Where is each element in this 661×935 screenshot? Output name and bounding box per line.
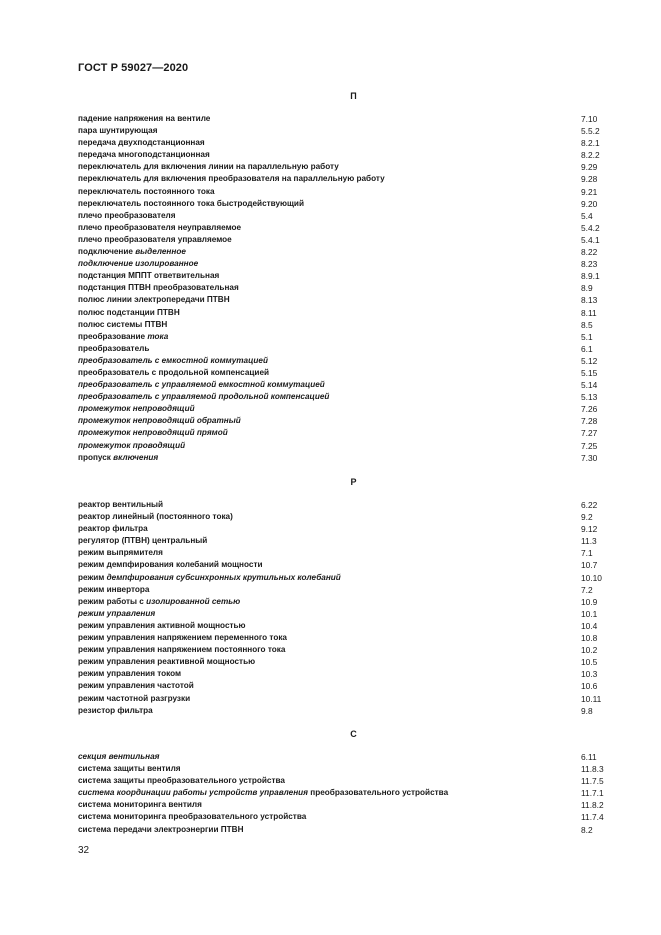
term-part: промежуток непроводящий прямой — [78, 428, 228, 438]
index-entry — [78, 511, 603, 523]
section-r — [78, 476, 603, 717]
index-reference: 10.2 — [581, 645, 598, 656]
index-entry — [78, 499, 603, 511]
term-part: система мониторинга вентиля — [78, 800, 202, 810]
index-term — [78, 511, 233, 523]
index-entry — [78, 379, 603, 391]
index-entry — [78, 403, 603, 415]
index-entry — [78, 763, 603, 775]
term-part: передача многоподстанционная — [78, 150, 210, 160]
term-part: изолированной сетью — [146, 596, 241, 606]
index-entry — [78, 186, 603, 198]
term-part: режим управления напряжением постоянного тока — [78, 645, 286, 655]
index-reference: 7.1 — [581, 548, 593, 559]
index-reference: 7.28 — [581, 416, 598, 427]
index-term — [78, 186, 215, 198]
term-part: подключение — [78, 247, 136, 257]
term-part: преобразователь — [78, 343, 150, 353]
term-part: промежуток непроводящий обратный — [78, 416, 241, 426]
term-part: режим демпфирования колебаний мощности — [78, 560, 263, 570]
page-number: 32 — [78, 845, 90, 856]
index-reference: 11.7.5 — [581, 776, 604, 787]
term-part: преобразовательного устройства — [307, 788, 449, 798]
index-term — [78, 258, 198, 270]
index-entry — [78, 391, 603, 403]
term-part: режим управления напряжением переменного тока — [78, 633, 287, 643]
index-entry — [78, 535, 603, 547]
index-term — [78, 343, 149, 355]
index-reference: 7.27 — [581, 428, 598, 439]
index-reference: 8.13 — [581, 295, 598, 306]
index-entry — [78, 596, 603, 608]
index-reference: 9.29 — [581, 162, 598, 173]
index-term — [78, 319, 167, 331]
term-part: режим управления частотой — [78, 681, 194, 691]
index-reference: 8.2 — [581, 824, 593, 835]
term-part: плечо преобразователя неуправляемое — [78, 222, 242, 232]
index-reference: 10.11 — [581, 693, 602, 704]
index-reference: 8.23 — [581, 259, 598, 270]
index-term — [78, 440, 185, 452]
term-part: регулятор (ПТВН) центральный — [78, 536, 208, 546]
term-part: режим инвертора — [78, 584, 150, 594]
term-part: подстанция ПТВН преобразовательная — [78, 283, 239, 293]
index-term — [78, 668, 181, 680]
index-term — [78, 775, 285, 787]
term-part: преобразователь с емкостной коммутацией — [78, 355, 268, 365]
index-reference: 10.1 — [581, 608, 598, 619]
index-entry — [78, 608, 603, 620]
index-term — [78, 270, 219, 282]
index-reference: 5.13 — [581, 392, 598, 403]
index-entry — [78, 137, 603, 149]
index-entry — [78, 125, 603, 137]
index-entry — [78, 547, 603, 559]
index-reference: 7.30 — [581, 452, 598, 463]
term-part: режим — [78, 572, 107, 582]
term-part: выделенное — [135, 247, 186, 257]
index-term — [78, 656, 255, 668]
index-reference: 5.14 — [581, 380, 598, 391]
entry-list — [78, 751, 603, 836]
index-entry — [78, 198, 603, 210]
term-part: система защиты вентиля — [78, 764, 181, 774]
index-entry — [78, 799, 603, 811]
index-reference: 7.25 — [581, 440, 598, 451]
index-entry — [78, 668, 603, 680]
index-term — [78, 137, 205, 149]
index-reference: 8.11 — [581, 307, 597, 318]
index-reference: 5.4.2 — [581, 222, 600, 233]
index-term — [78, 693, 190, 705]
index-reference: 11.7.1 — [581, 788, 604, 799]
index-term — [78, 246, 186, 258]
index-term — [78, 391, 329, 403]
index-entry — [78, 632, 603, 644]
index-term — [78, 113, 210, 125]
index-entry — [78, 210, 603, 222]
section-s — [78, 728, 603, 836]
term-part: падение напряжения на вентиле — [78, 114, 211, 123]
index-term — [78, 222, 241, 234]
index-entry — [78, 149, 603, 161]
term-part: преобразователь с управляемой емкостной коммутацией — [78, 380, 325, 390]
index-entry — [78, 644, 603, 656]
index-entry — [78, 559, 603, 571]
index-term — [78, 680, 194, 692]
index-term — [78, 596, 240, 608]
term-part: реактор вентильный — [78, 500, 164, 509]
section-letter: П — [350, 91, 357, 101]
index-entry — [78, 620, 603, 632]
term-part: промежуток проводящий — [78, 440, 186, 450]
index-entry — [78, 415, 603, 427]
index-term — [78, 620, 246, 632]
index-term — [78, 584, 149, 596]
index-entry — [78, 294, 603, 306]
term-part: подстанция МППТ ответвительная — [78, 271, 220, 281]
term-part: режим частотной разгрузки — [78, 693, 191, 703]
term-part: полюс подстанции ПТВН — [78, 307, 180, 317]
index-reference: 11.8.3 — [581, 764, 604, 775]
index-reference: 5.1 — [581, 331, 593, 342]
term-part: пара шунтирующая — [78, 126, 158, 136]
term-part: режим управления — [78, 608, 156, 618]
term-part: система координации работы устройств управления — [78, 788, 308, 798]
index-term — [78, 787, 448, 799]
index-entry — [78, 751, 603, 763]
index-term — [78, 403, 195, 415]
index-term — [78, 149, 210, 161]
term-part: переключатель постоянного тока — [78, 186, 215, 196]
index-reference: 10.10 — [581, 572, 602, 583]
index-reference: 7.2 — [581, 584, 593, 595]
term-part: реактор фильтра — [78, 524, 148, 534]
index-entry — [78, 343, 603, 355]
term-part: режим выпрямителя — [78, 548, 163, 558]
index-reference: 5.12 — [581, 355, 598, 366]
index-term — [78, 210, 176, 222]
index-reference: 6.1 — [581, 343, 593, 354]
index-reference: 10.3 — [581, 669, 598, 680]
term-part: плечо преобразователя — [78, 210, 176, 220]
index-term — [78, 161, 339, 173]
term-part: преобразователь с продольной компенсацией — [78, 367, 270, 377]
term-part: система защиты преобразовательного устройства — [78, 776, 285, 786]
index-term — [78, 198, 304, 210]
index-reference: 5.15 — [581, 367, 598, 378]
section-letter: С — [350, 729, 357, 739]
term-part: режим управления током — [78, 669, 182, 679]
term-part: секция вентильная — [78, 752, 160, 761]
index-entry — [78, 222, 603, 234]
index-reference: 8.5 — [581, 319, 593, 330]
term-part: резистор фильтра — [78, 705, 153, 715]
index-reference: 8.2.1 — [581, 138, 600, 149]
term-part: режим управления реактивной мощностью — [78, 657, 256, 667]
index-entry — [78, 234, 603, 246]
index-entry — [78, 693, 603, 705]
index-entry — [78, 246, 603, 258]
term-part: система мониторинга преобразовательного устройства — [78, 812, 307, 822]
term-part: переключатель постоянного тока быстродействующий — [78, 198, 304, 208]
term-part: система передачи электроэнергии ПТВН — [78, 824, 244, 834]
index-term — [78, 379, 325, 391]
index-term — [78, 523, 148, 535]
index-entry — [78, 705, 603, 717]
index-term — [78, 125, 157, 137]
index-reference: 6.22 — [581, 500, 598, 510]
index-entry — [78, 572, 603, 584]
section-letter: Р — [350, 477, 357, 487]
term-part: промежуток непроводящий — [78, 404, 195, 414]
section-p — [78, 90, 603, 464]
index-term — [78, 294, 230, 306]
index-reference: 9.8 — [581, 705, 593, 716]
index-reference: 11.8.2 — [581, 800, 604, 811]
index-reference: 8.2.2 — [581, 150, 600, 161]
index-reference: 10.8 — [581, 633, 598, 644]
index-reference: 9.2 — [581, 512, 593, 523]
index-reference: 10.6 — [581, 681, 598, 692]
entry-list — [78, 499, 603, 717]
index-term — [78, 307, 180, 319]
index-entry — [78, 173, 603, 185]
index-reference: 10.4 — [581, 620, 598, 631]
index-term — [78, 559, 263, 571]
index-reference: 11.7.4 — [581, 812, 604, 823]
index-reference: 6.11 — [581, 752, 597, 762]
index-entry — [78, 270, 603, 282]
index-entry — [78, 440, 603, 452]
term-part: реактор линейный (постоянного тока) — [78, 512, 233, 522]
index-reference: 7.10 — [581, 114, 598, 124]
index-entry — [78, 523, 603, 535]
index-term — [78, 452, 158, 464]
index-term — [78, 824, 243, 836]
index-reference: 9.20 — [581, 198, 598, 209]
index-term — [78, 644, 285, 656]
index-term — [78, 331, 168, 343]
term-part: преобразование — [78, 331, 148, 341]
term-part: тока — [147, 331, 169, 341]
index-entry — [78, 161, 603, 173]
term-part: переключатель для включения линии на параллельную работу — [78, 162, 339, 172]
index-term — [78, 499, 163, 511]
index-reference: 5.5.2 — [581, 126, 600, 137]
index-entry — [78, 452, 603, 464]
term-part: переключатель для включения преобразователя на параллельную работу — [78, 174, 385, 184]
term-part: пропуск — [78, 452, 114, 462]
index-entry — [78, 307, 603, 319]
term-part: плечо преобразователя управляемое — [78, 234, 232, 244]
index-entry — [78, 787, 603, 799]
term-part: полюс линии электропередачи ПТВН — [78, 295, 230, 305]
index-term — [78, 547, 163, 559]
term-part: режим работы с — [78, 596, 147, 606]
index-entry — [78, 367, 603, 379]
term-part: включения — [113, 452, 159, 462]
term-part: полюс системы ПТВН — [78, 319, 168, 329]
index-term — [78, 632, 287, 644]
index-reference: 5.4.1 — [581, 234, 600, 245]
index-term — [78, 427, 228, 439]
document-header: ГОСТ Р 59027—2020 — [78, 62, 189, 74]
index-reference: 9.21 — [581, 186, 598, 197]
index-entry — [78, 113, 603, 125]
index-term — [78, 799, 202, 811]
index-term — [78, 572, 341, 584]
index-reference: 8.9 — [581, 283, 593, 294]
index-entry — [78, 680, 603, 692]
index-term — [78, 763, 181, 775]
index-term — [78, 415, 241, 427]
index-entry — [78, 811, 603, 823]
index-reference: 7.26 — [581, 404, 598, 415]
index-term — [78, 282, 239, 294]
index-term — [78, 535, 207, 547]
index-term — [78, 234, 232, 246]
index-reference: 10.5 — [581, 657, 598, 668]
index-entry — [78, 355, 603, 367]
index-term — [78, 811, 306, 823]
index-entry — [78, 656, 603, 668]
index-reference: 9.12 — [581, 524, 598, 535]
index-entry — [78, 331, 603, 343]
index-reference: 10.7 — [581, 560, 598, 571]
term-part: подключение изолированное — [78, 259, 199, 269]
index-term — [78, 355, 268, 367]
index-term — [78, 608, 155, 620]
index-term — [78, 367, 269, 379]
index-entry — [78, 775, 603, 787]
entry-list — [78, 113, 603, 464]
index-entry — [78, 584, 603, 596]
index-entry — [78, 824, 603, 836]
index-reference: 8.22 — [581, 247, 598, 258]
index-reference: 11.3 — [581, 536, 597, 547]
term-part: передача двухподстанционная — [78, 138, 205, 148]
index-entry — [78, 319, 603, 331]
index-entry — [78, 282, 603, 294]
index-entry — [78, 427, 603, 439]
term-part: режим управления активной мощностью — [78, 620, 246, 630]
index-term — [78, 173, 385, 185]
index-reference: 10.9 — [581, 596, 598, 607]
term-part: преобразователь с управляемой продольной компенсацией — [78, 392, 330, 402]
index-term — [78, 705, 153, 717]
term-part: демпфирования субсинхронных крутильных колебаний — [106, 572, 341, 582]
index-term — [78, 751, 159, 763]
index-reference: 5.4 — [581, 210, 593, 221]
index-reference: 8.9.1 — [581, 271, 600, 282]
index-entry — [78, 258, 603, 270]
index-reference: 9.28 — [581, 174, 598, 185]
